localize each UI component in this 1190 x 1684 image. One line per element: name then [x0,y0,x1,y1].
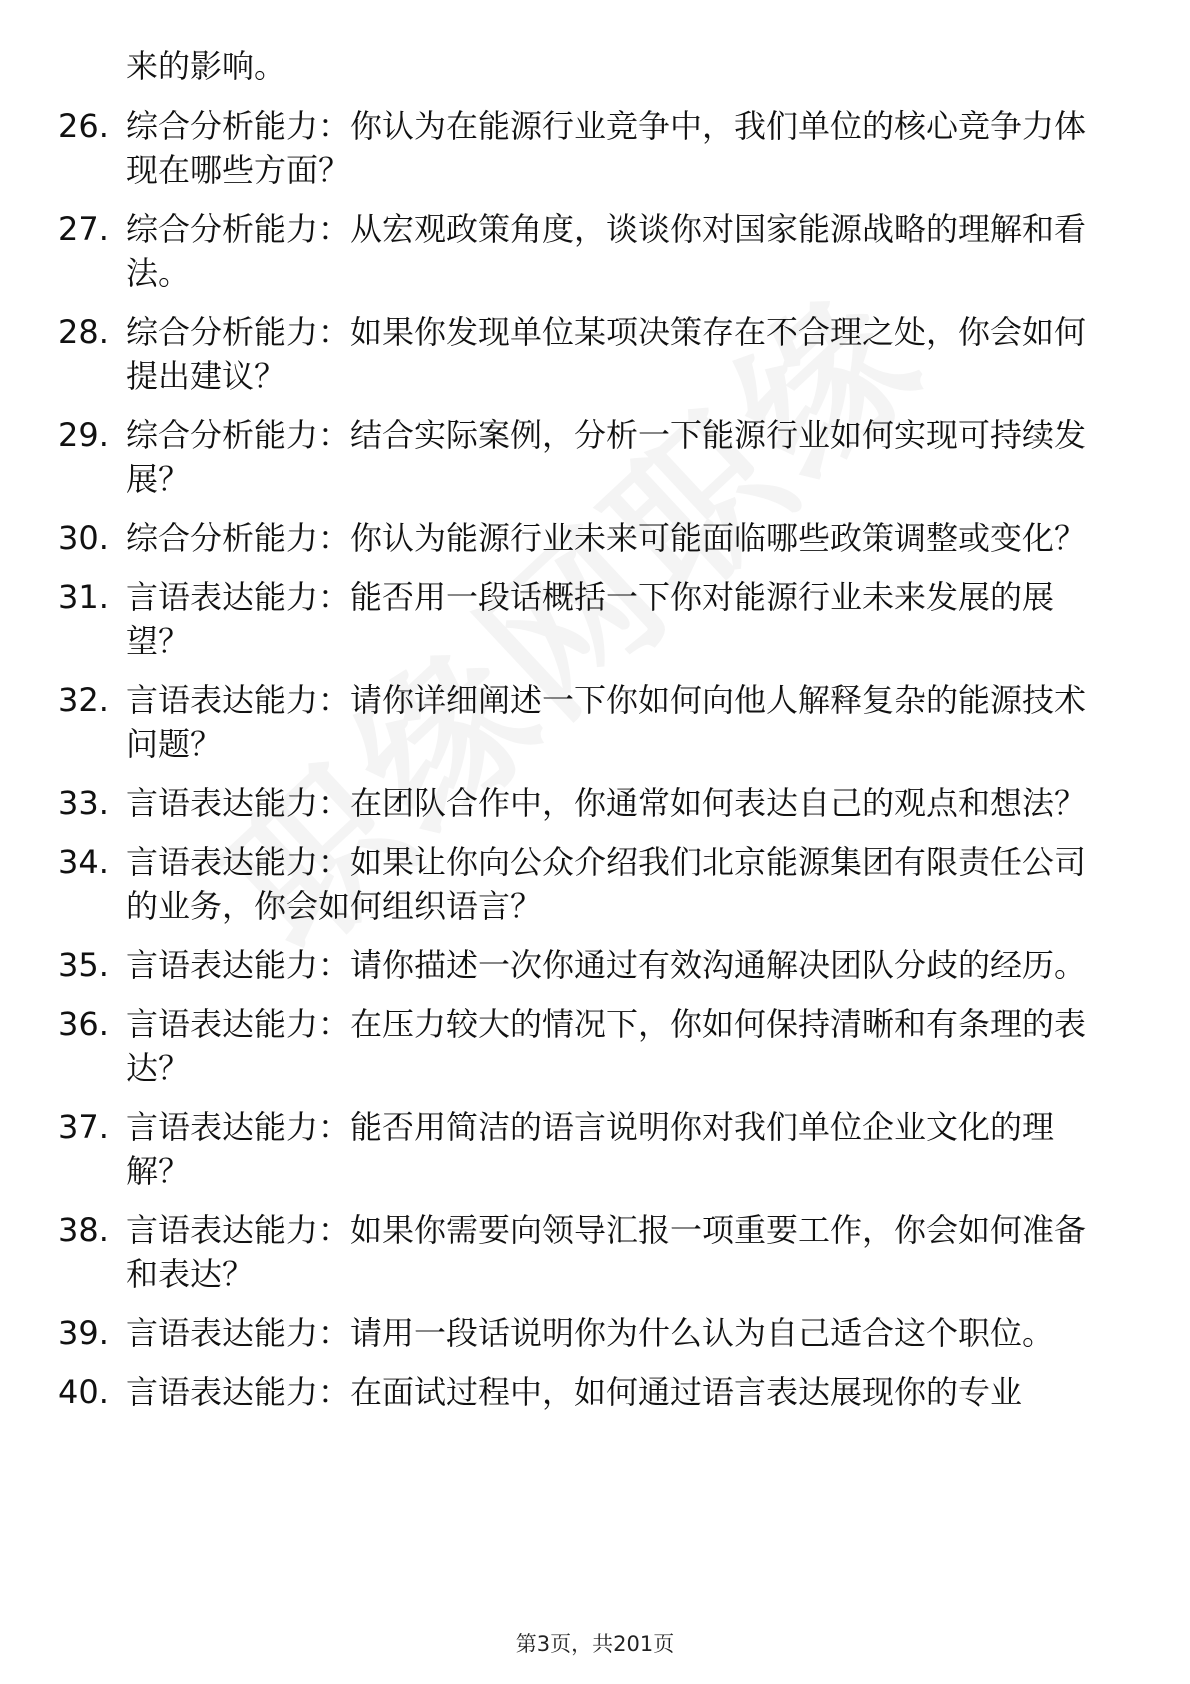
question-text: 言语表达能力：在压力较大的情况下，你如何保持清晰和有条理的表达？ [126,1005,1087,1087]
question-text: 言语表达能力：能否用简洁的语言说明你对我们单位企业文化的理解？ [126,1108,1055,1190]
question-text: 综合分析能力：从宏观政策角度，谈谈你对国家能源战略的理解和看法。 [126,210,1087,292]
question-number: 38. [58,1211,109,1249]
question-item [58,516,1108,560]
question-item [58,1105,1108,1193]
question-text: 言语表达能力：请你描述一次你通过有效沟通解决团队分歧的经历。 [126,946,1087,984]
question-number: 27. [58,210,109,248]
question-list [58,104,1108,1414]
question-number: 39. [58,1314,109,1352]
question-number: 31. [58,578,109,616]
question-number: 35. [58,946,109,984]
question-item [58,943,1108,987]
question-number: 28. [58,313,109,351]
question-item [58,1002,1108,1090]
question-text: 言语表达能力：如果你需要向领导汇报一项重要工作，你会如何准备和表达？ [126,1211,1087,1293]
question-item [58,1370,1108,1414]
question-text: 言语表达能力：在团队合作中，你通常如何表达自己的观点和想法？ [126,784,1087,822]
question-item [58,575,1108,663]
question-number: 40. [58,1373,109,1411]
question-text: 综合分析能力：结合实际案例，分析一下能源行业如何实现可持续发展？ [126,416,1087,498]
question-item [58,207,1108,295]
question-text: 综合分析能力：你认为在能源行业竞争中，我们单位的核心竞争力体现在哪些方面？ [126,107,1087,189]
question-number: 30. [58,519,109,557]
question-item [58,310,1108,398]
question-text: 综合分析能力：如果你发现单位某项决策存在不合理之处，你会如何提出建议？ [126,313,1087,395]
question-text: 言语表达能力：请你详细阐述一下你如何向他人解释复杂的能源技术问题？ [126,681,1087,763]
question-number: 33. [58,784,109,822]
page-content [58,44,1108,1429]
question-item [58,1311,1108,1355]
page-footer: 第3页，共201页 [515,1632,675,1656]
question-number: 36. [58,1005,109,1043]
question-number: 26. [58,107,109,145]
question-text: 综合分析能力：你认为能源行业未来可能面临哪些政策调整或变化？ [126,519,1087,557]
question-number: 34. [58,843,109,881]
question-item [58,678,1108,766]
question-number: 29. [58,416,109,454]
question-text: 言语表达能力：请用一段话说明你为什么认为自己适合这个职位。 [126,1314,1055,1352]
question-text: 言语表达能力：在面试过程中，如何通过语言表达展现你的专业 [126,1373,1023,1411]
question-item [58,413,1108,501]
question-item [58,781,1108,825]
question-item [58,104,1108,192]
intro-continuation: 来的影响。 [126,47,287,85]
question-item [58,1208,1108,1296]
question-text: 言语表达能力：能否用一段话概括一下你对能源行业未来发展的展望？ [126,578,1055,660]
question-item [58,840,1108,928]
question-number: 32. [58,681,109,719]
question-text: 言语表达能力：如果让你向公众介绍我们北京能源集团有限责任公司的业务，你会如何组织语言？ [126,843,1087,925]
question-number: 37. [58,1108,109,1146]
